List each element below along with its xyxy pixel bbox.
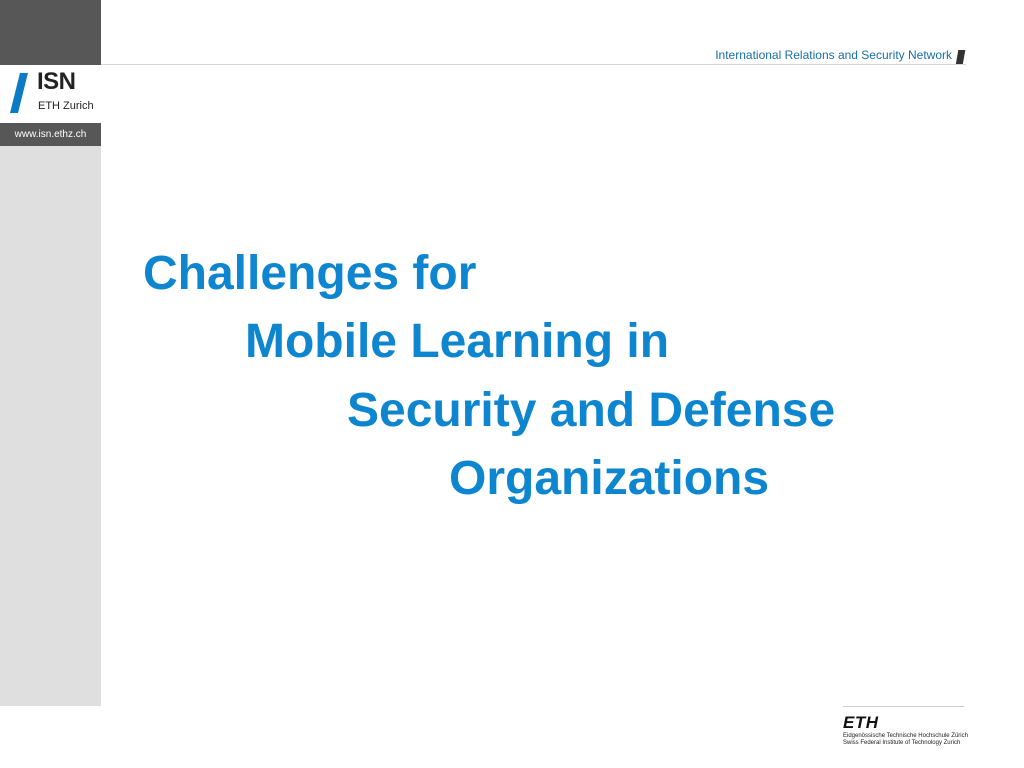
header-mark-icon	[956, 50, 966, 65]
eth-logo: ETH	[843, 713, 879, 732]
eth-logo-line-1: Eidgenössische Technische Hochschule Zürich	[843, 733, 968, 739]
isn-logo-slash-icon	[10, 73, 28, 113]
slide-title-line-4: Organizations	[449, 452, 770, 505]
isn-logo-name: ISN	[37, 68, 76, 95]
header-network-name: International Relations and Security Network	[715, 48, 952, 62]
isn-logo	[0, 65, 101, 123]
sidebar-panel	[0, 146, 101, 706]
sidebar-top-block	[0, 0, 101, 65]
sidebar-url: www.isn.ethz.ch	[0, 123, 101, 146]
isn-logo-subtitle: ETH Zurich	[38, 100, 94, 112]
eth-logo-line-2: Swiss Federal Institute of Technology Zurich	[843, 740, 961, 746]
slide-title-line-1: Challenges for	[143, 247, 477, 300]
slide-title-line-2: Mobile Learning in	[245, 315, 670, 368]
slide-title-line-3: Security and Defense	[347, 384, 836, 437]
footer-divider	[843, 706, 964, 707]
header-divider	[101, 64, 966, 65]
